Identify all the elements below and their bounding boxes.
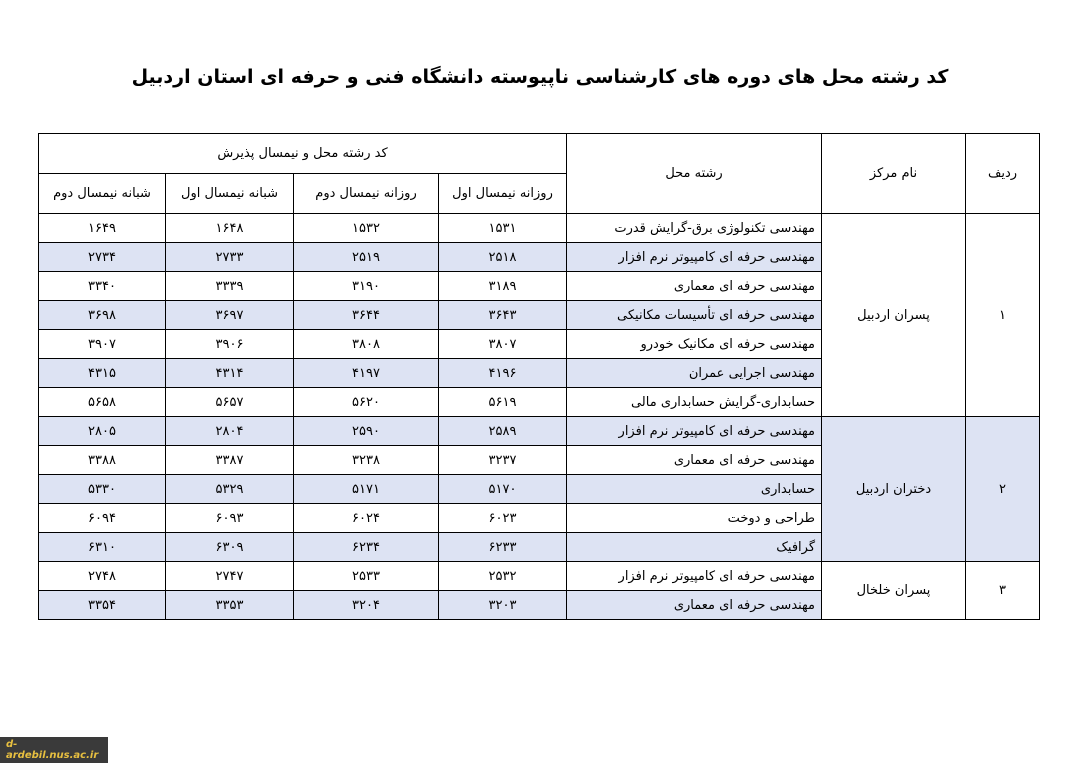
- night1-code-cell: ۲۷۳۳: [166, 243, 294, 272]
- night1-code-cell: ۳۹۰۶: [166, 330, 294, 359]
- codes-table: [38, 133, 1040, 620]
- night2-code-cell: ۳۹۰۷: [39, 330, 166, 359]
- night2-code-cell: ۶۳۱۰: [39, 533, 166, 562]
- table-row: [39, 562, 1040, 591]
- night2-code-cell: ۱۶۴۹: [39, 214, 166, 243]
- day1-code-cell: ۴۱۹۶: [439, 359, 567, 388]
- day1-code-cell: ۳۸۰۷: [439, 330, 567, 359]
- day1-code-cell: ۳۱۸۹: [439, 272, 567, 301]
- day1-code-cell: ۶۲۳۳: [439, 533, 567, 562]
- day2-code-cell: ۲۵۹۰: [294, 417, 439, 446]
- night1-code-cell: ۳۳۵۳: [166, 591, 294, 620]
- field-cell: مهندسی حرفه ای معماری: [567, 272, 822, 301]
- day2-code-cell: ۳۸۰۸: [294, 330, 439, 359]
- night1-code-cell: ۵۶۵۷: [166, 388, 294, 417]
- day1-code-cell: ۵۶۱۹: [439, 388, 567, 417]
- day1-code-cell: ۶۰۲۳: [439, 504, 567, 533]
- day2-code-cell: ۲۵۱۹: [294, 243, 439, 272]
- center-name-cell: پسران اردبیل: [822, 214, 966, 417]
- header-center: نام مرکز: [822, 134, 966, 214]
- header-radif: ردیف: [966, 134, 1040, 214]
- page-title: کد رشته محل های دوره های کارشناسی ناپیوسته دانشگاه فنی و حرفه ای استان اردبیل: [131, 66, 949, 88]
- night1-code-cell: ۴۳۱۴: [166, 359, 294, 388]
- night1-code-cell: ۳۶۹۷: [166, 301, 294, 330]
- day1-code-cell: ۲۵۳۲: [439, 562, 567, 591]
- field-cell: مهندسی حرفه ای کامپیوتر نرم افزار: [567, 417, 822, 446]
- day2-code-cell: ۳۱۹۰: [294, 272, 439, 301]
- night1-code-cell: ۱۶۴۸: [166, 214, 294, 243]
- field-cell: مهندسی اجرایی عمران: [567, 359, 822, 388]
- field-cell: طراحی و دوخت: [567, 504, 822, 533]
- field-cell: مهندسی حرفه ای معماری: [567, 446, 822, 475]
- day2-code-cell: ۶۲۳۴: [294, 533, 439, 562]
- night1-code-cell: ۲۸۰۴: [166, 417, 294, 446]
- night2-code-cell: ۳۶۹۸: [39, 301, 166, 330]
- table-body: [39, 214, 1040, 620]
- night2-code-cell: ۲۷۴۸: [39, 562, 166, 591]
- radif-cell: ۱: [966, 214, 1040, 417]
- night1-code-cell: ۶۰۹۳: [166, 504, 294, 533]
- header-row-top: [39, 134, 1040, 174]
- night2-code-cell: ۳۳۵۴: [39, 591, 166, 620]
- night1-code-cell: ۵۳۲۹: [166, 475, 294, 504]
- night2-code-cell: ۳۳۴۰: [39, 272, 166, 301]
- day2-code-cell: ۱۵۳۲: [294, 214, 439, 243]
- field-cell: مهندسی تکنولوژی برق-گرایش قدرت: [567, 214, 822, 243]
- day2-code-cell: ۲۵۳۳: [294, 562, 439, 591]
- night2-code-cell: ۲۷۳۴: [39, 243, 166, 272]
- night2-code-cell: ۲۸۰۵: [39, 417, 166, 446]
- night2-code-cell: ۴۳۱۵: [39, 359, 166, 388]
- night1-code-cell: ۲۷۴۷: [166, 562, 294, 591]
- field-cell: مهندسی حرفه ای تأسیسات مکانیکی: [567, 301, 822, 330]
- day1-code-cell: ۱۵۳۱: [439, 214, 567, 243]
- field-cell: مهندسی حرفه ای کامپیوتر نرم افزار: [567, 243, 822, 272]
- day2-code-cell: ۳۲۰۴: [294, 591, 439, 620]
- header-night2: شبانه نیمسال دوم: [39, 174, 166, 214]
- day1-code-cell: ۳۲۰۳: [439, 591, 567, 620]
- day2-code-cell: ۵۶۲۰: [294, 388, 439, 417]
- site-watermark: d-ardebil.nus.ac.ir: [0, 737, 108, 763]
- day1-code-cell: ۳۶۴۳: [439, 301, 567, 330]
- field-cell: مهندسی حرفه ای معماری: [567, 591, 822, 620]
- day1-code-cell: ۳۲۳۷: [439, 446, 567, 475]
- header-field: رشته محل: [567, 134, 822, 214]
- field-cell: حسابداری-گرایش حسابداری مالی: [567, 388, 822, 417]
- day2-code-cell: ۶۰۲۴: [294, 504, 439, 533]
- table-row: [39, 417, 1040, 446]
- radif-cell: ۳: [966, 562, 1040, 620]
- day1-code-cell: ۲۵۱۸: [439, 243, 567, 272]
- header-night1: شبانه نیمسال اول: [166, 174, 294, 214]
- header-day1: روزانه نیمسال اول: [439, 174, 567, 214]
- night2-code-cell: ۵۳۳۰: [39, 475, 166, 504]
- day2-code-cell: ۴۱۹۷: [294, 359, 439, 388]
- field-cell: گرافیک: [567, 533, 822, 562]
- day1-code-cell: ۲۵۸۹: [439, 417, 567, 446]
- night1-code-cell: ۳۳۸۷: [166, 446, 294, 475]
- night1-code-cell: ۶۳۰۹: [166, 533, 294, 562]
- day2-code-cell: ۳۶۴۴: [294, 301, 439, 330]
- night2-code-cell: ۳۳۸۸: [39, 446, 166, 475]
- table-row: [39, 214, 1040, 243]
- field-cell: مهندسی حرفه ای کامپیوتر نرم افزار: [567, 562, 822, 591]
- header-day2: روزانه نیمسال دوم: [294, 174, 439, 214]
- night2-code-cell: ۶۰۹۴: [39, 504, 166, 533]
- center-name-cell: دختران اردبیل: [822, 417, 966, 562]
- field-cell: حسابداری: [567, 475, 822, 504]
- day2-code-cell: ۵۱۷۱: [294, 475, 439, 504]
- radif-cell: ۲: [966, 417, 1040, 562]
- day2-code-cell: ۳۲۳۸: [294, 446, 439, 475]
- night1-code-cell: ۳۳۳۹: [166, 272, 294, 301]
- field-cell: مهندسی حرفه ای مکانیک خودرو: [567, 330, 822, 359]
- center-name-cell: پسران خلخال: [822, 562, 966, 620]
- header-code-group: کد رشته محل و نیمسال پذیرش: [39, 134, 567, 174]
- night2-code-cell: ۵۶۵۸: [39, 388, 166, 417]
- day1-code-cell: ۵۱۷۰: [439, 475, 567, 504]
